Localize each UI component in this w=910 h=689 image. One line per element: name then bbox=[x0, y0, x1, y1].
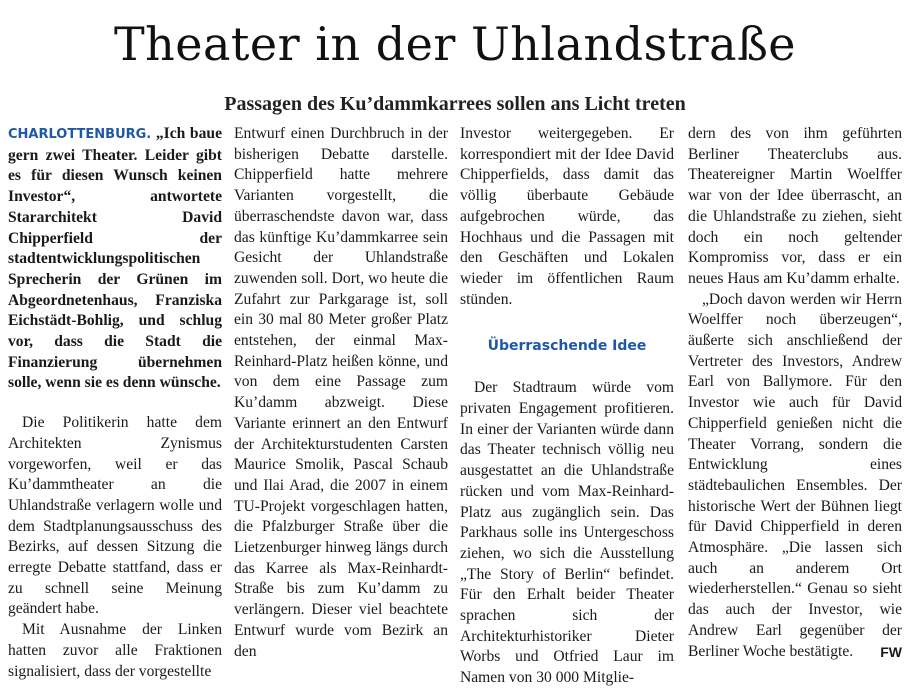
column-2 bbox=[234, 124, 448, 660]
paragraph: Investor weitergegeben. Er korrespondiert mit der Idee David Chipperfields, dass damit das völlig überbaute Gebäude aufgebrochen würde, das Hochhaus und die Passagen mit den Geschäften und Lokalen wieder im öffentlichen Raum stünden. bbox=[460, 125, 674, 308]
section-subheading: Überraschende Idee bbox=[487, 338, 647, 355]
paragraph: Die Politikerin hatte dem Architekten Zynismus vorgeworfen, weil er das Ku’dammtheater an die Uhlandstraße verlagern wolle und dem Stadtplanungsausschuss des Bezirks, auf dessen Sitzung die erregte Debatte stattfand, dass er zu schnell seine Meinung geändert habe. bbox=[8, 414, 222, 618]
paragraph: Der Stadtraum würde vom privaten Engagement profitieren. In einer der Varianten würde dann das Theater technisch völlig neu ausgestattet an die Uhlandstraße rücken und vom Max-Reinhard-Platz aus zugänglich sein. Das Parkhaus solle ins Untergeschoss ziehen, wo sich die Ausstellung „The Story of Berlin“ befindet. Für den Erhalt beider Theater sprachen sich der Architekturhistoriker Dieter Worbs und Otfried Laur im Namen von 30 000 Mitglie- bbox=[460, 379, 674, 687]
paragraph: Entwurf einen Durchbruch in der bisherigen Debatte darstelle. Chipperfield hatte mehrere Varianten vorgestellt, die überraschendste davon war, dass das künftige Ku’dammkarree sein Gesicht der Uhlandstraße zuwenden soll. Dort, wo heute die Zufahrt zur Parkgarage ist, soll ein 30 mal 80 Meter großer Platz entstehen, der einmal Max-Reinhard-Platz heißen könne, und von dem eine Passage zum Ku’damm abzweigt. Diese Variante erinnert an den Entwurf der Architekturstudenten Carsten Maurice Smolik, Pascal Schaub und Ilai Arad, die 2007 in einem TU-Projekt vorgeschlagen hatten, die Pfalzburger Straße über die Lietzenburger hinweg längs durch das Karree als Max-Reinhardt-Straße bis zum Ku’damm zu verlängern. Dieser viel beachtete Entwurf wurde vom Bezirk an den bbox=[234, 125, 448, 660]
paragraph bbox=[688, 290, 902, 663]
lead-paragraph bbox=[8, 124, 222, 394]
paragraph: dern des von ihm geführten Berliner Theaterclubs aus. Theatereigner Martin Woelffer war von der Idee überrascht, an die Uhlandstraße zu ziehen, sieht doch ein noch geltender Kompromiss vor, dass er ein neues Haus am Ku’damm erhalte. bbox=[688, 125, 902, 287]
dateline: CHARLOTTENBURG. bbox=[8, 127, 152, 142]
column-4 bbox=[688, 124, 902, 660]
author-signoff: FW bbox=[880, 643, 902, 660]
article-body bbox=[8, 124, 902, 687]
column-3 bbox=[460, 124, 674, 687]
lead-text: „Ich baue gern zwei Theater. Leider gibt es für diesen Wunsch keinen Investor“, antwortete Stararchitekt David Chipperfield der stadtentwicklungspolitischen Sprecherin der Grünen im Abgeordnetenhaus, Franziska Eichstädt-Bohlig, und schlug vor, dass die Stadt die Finanzierung übernehmen solle, wenn sie es denn wünsche. bbox=[8, 125, 222, 392]
paragraph-text: „Doch davon werden wir Herrn Woelffer noch überzeugen“, äußerte sich anschließend der Vertreter des Investors, Andrew Earl von Ballymore. Für den Investor wie auch für David Chipperfield genießen nicht die Theater Vorrang, sondern die Entwicklung eines städtebaulichen Ensembles. Der historische Wert der Bühnen liegt für David Chipperfield in deren Atmosphäre. „Die lassen sich auch an anderem Ort wiederherstellen.“ Genau so sieht das auch der Investor, wie Andrew Earl gegenüber der Berliner Woche bestätigte. bbox=[688, 290, 902, 660]
headline: Theater in der Uhlandstraße bbox=[113, 17, 797, 71]
column-1 bbox=[8, 124, 222, 680]
paragraph: Mit Ausnahme der Linken hatten zuvor alle Fraktionen signalisiert, dass der vorgestellte bbox=[8, 621, 222, 680]
subheadline: Passagen des Ku’dammkarrees sollen ans Licht treten bbox=[224, 93, 686, 115]
